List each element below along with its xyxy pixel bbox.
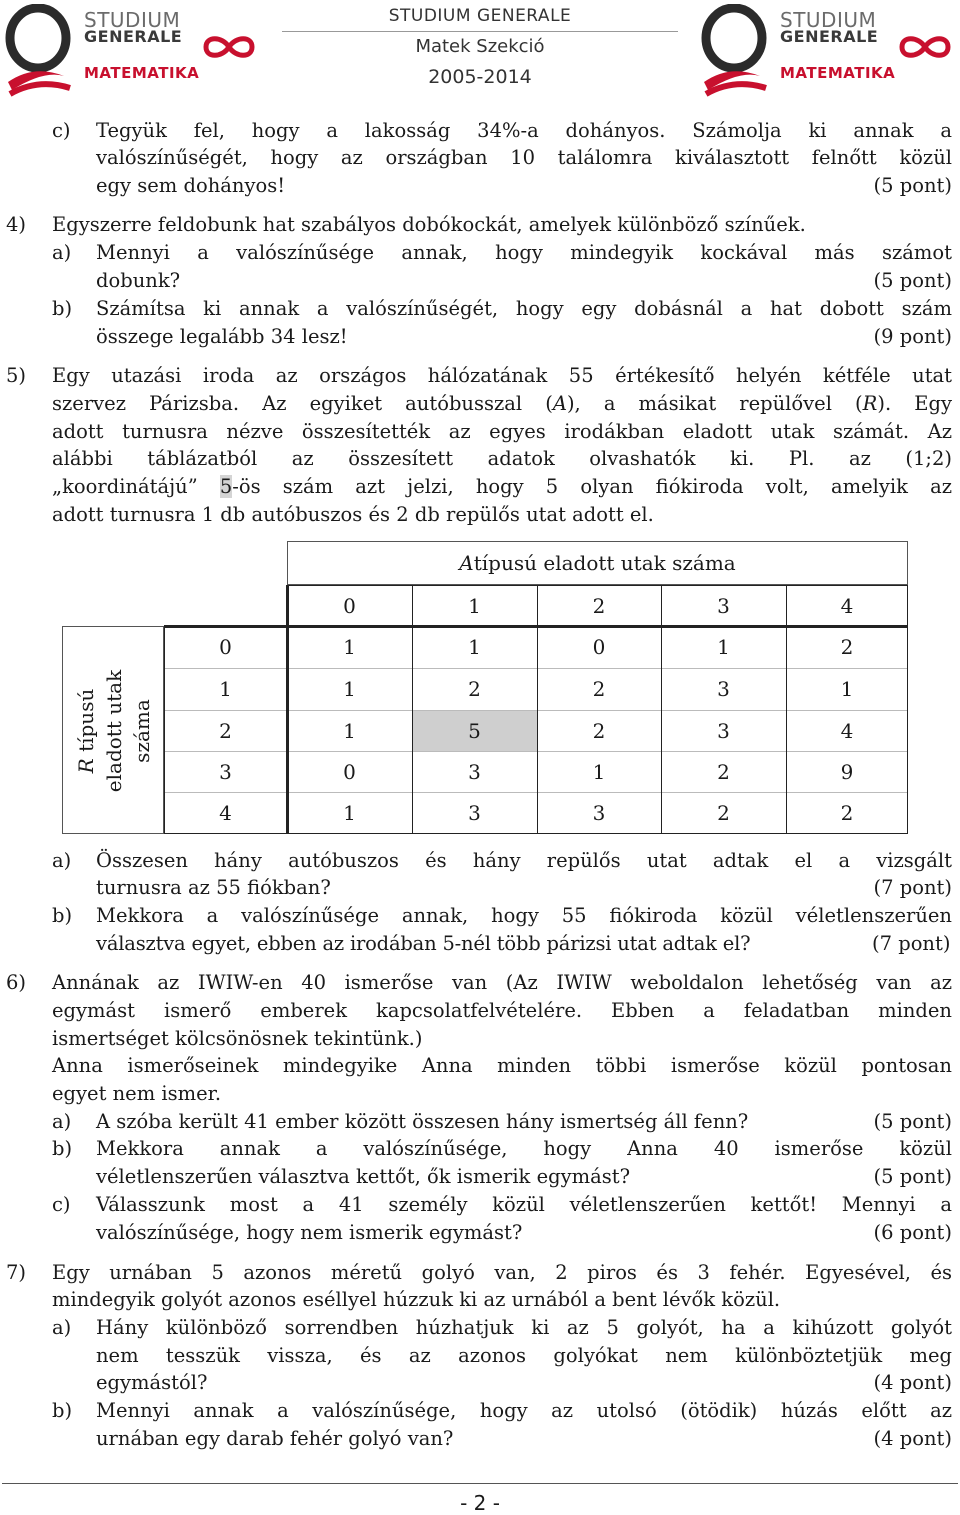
grid-line [164,668,908,669]
table-cell: 3 [468,759,481,784]
text-line: alábbi táblázatból az összesített adatok olvashatók ki. Pl. az (1;2) [52,447,952,470]
points: (4 pont) [873,1427,952,1450]
text-line: ismertséget kölcsönösnek tekintünk.) [52,1027,423,1050]
col-value-header: 3 [717,593,730,618]
problem-number: 6) [6,971,27,994]
table-cell: 9 [840,759,854,784]
logo-text-matematika: MATEMATIKA [780,64,896,82]
text-line: dobunk? [96,269,181,292]
points: (5 pont) [873,1110,952,1133]
text-line: valószínűségét, hogy az országban 10 találomra kiválasztott felnőtt közül [96,146,952,169]
page-number: - 2 - [460,1491,500,1515]
item-label: a) [52,241,72,264]
logo-right [696,2,956,98]
text-line: Válasszunk most a 41 személy közül véletlenszerűen kettőt! Mennyi a [96,1193,952,1216]
grid-line [287,585,908,586]
logo-text-generale: GENERALE [780,27,879,46]
col-value-header: 1 [468,593,481,618]
footer-rule [2,1483,958,1484]
table-cell: 3 [717,718,730,743]
studium-generale-logo-icon [700,4,778,98]
problem-number: 4) [6,213,27,236]
text-line: Annának az IWIW-en 40 ismerőse van (Az IWIW weboldalon lehetőség van az [52,971,952,994]
table-cell: 5 [412,710,537,751]
table-cell: 3 [468,801,481,825]
text-line: Egyszerre feldobunk hat szabályos dobókockát, amelyek különböző színűek. [52,213,806,236]
text-line: Egy utazási iroda az országos hálózatának 55 értékesítő helyén kétféle utat [52,364,952,387]
header-subtitle: Matek Szekció [415,36,545,57]
table-cell: 4 [840,718,854,743]
item-label: b) [52,297,73,320]
item-label: b) [52,1137,73,1160]
table-cell: 2 [592,718,606,743]
text-line: turnusra az 55 fiókban? [96,876,331,899]
item-label: b) [52,904,73,927]
text-line: Mekkora annak a valószínűsége, hogy Anna 40 ismerőse közül [96,1137,952,1160]
grid-line [164,710,908,711]
points: (6 pont) [873,1221,952,1244]
table-cell: 1 [592,759,606,784]
header-rule [282,31,678,32]
item-label: c) [52,1193,71,1216]
grid-line [786,585,787,834]
text-line: Mekkora a valószínűsége annak, hogy 55 fiókiroda közül véletlenszerűen [96,904,952,927]
col-header: A típusú eladott utak száma [287,541,908,585]
table-cell: 3 [592,801,606,825]
table-cell: 2 [592,677,606,701]
table-cell: 1 [343,677,356,701]
grid-line [661,585,662,834]
points: (5 pont) [873,174,952,197]
problem-number: 5) [6,364,27,387]
text-line: urnában egy darab fehér golyó van? [96,1427,454,1450]
text-line: nem tesszük vissza, és az azonos golyókat nem különböztetjük meg [96,1344,952,1367]
grid-line [164,792,908,793]
logo-text-studium: STUDIUM [84,8,181,32]
logo-text-generale: GENERALE [84,27,183,46]
text-line: Mennyi a valószínűsége annak, hogy mindegyik kockával más számot [96,241,952,264]
text-line: Hány különböző sorrendben húzhatjuk ki az 5 golyót, ha a kihúzott golyót [96,1316,952,1339]
grid-line [907,585,908,834]
row-value-header: 4 [219,801,232,825]
points: (5 pont) [873,1165,952,1188]
text-line: véletlenszerűen választva kettőt, ők ismerik egymást? [96,1165,631,1188]
table-cell: 2 [717,759,730,784]
text-line: egymást ismerő emberek kapcsolatfelvételére. Ebben a feladatban minden [52,999,952,1022]
text-line: A szóba került 41 ember között összesen hány ismertség áll fenn? [96,1110,749,1133]
text-line: választva egyet, ebben az irodában 5-nél több párizsi utat adtak el? [96,932,751,955]
text-line: egyet nem ismer. [52,1082,222,1105]
grid-line [164,833,908,834]
grid-line [164,626,165,834]
text-line: adott turnusra 1 db autóbuszos és 2 db repülős utat adott el. [52,503,654,526]
item-label: a) [52,1316,72,1339]
row-value-header: 1 [219,677,232,701]
table-cell: 1 [343,801,356,825]
grid-line [164,751,908,752]
logo-text-studium: STUDIUM [780,8,877,32]
infinity-icon [896,32,954,62]
text-line: egy sem dohányos! [96,174,286,197]
points: (9 pont) [873,325,952,348]
highlighted-five: 5 [219,475,233,498]
item-label: a) [52,849,72,872]
grid-line-thick [286,585,289,834]
header-title: STUDIUM GENERALE [388,6,572,26]
text-line: szervez Párizsba. Az egyiket autóbusszal (A), a másikat repülővel (R). Egy [52,392,952,415]
text-line: adott turnusra nézve összesítették az egyes irodákban eladott utak számát. Az [52,420,952,443]
text-line: összege legalább 34 lesz! [96,325,348,348]
table-cell: 1 [717,635,730,659]
table-cell: 2 [717,801,730,825]
col-value-header: 4 [840,593,854,618]
points: (7 pont) [873,876,952,899]
header-years: 2005-2014 [428,66,532,88]
col-value-header: 0 [343,593,356,618]
col-value-header: 2 [592,593,606,618]
row-value-header: 3 [219,759,232,784]
text-line: Egy urnában 5 azonos méretű golyó van, 2 piros és 3 fehér. Egyesével, és [52,1261,952,1284]
text-line: Mennyi annak a valószínűsége, hogy az utolsó (ötödik) húzás előtt az [96,1399,952,1422]
row-value-header: 0 [219,635,232,659]
table-cell: 0 [592,635,606,659]
points: (4 pont) [873,1371,952,1394]
text-line: Tegyük fel, hogy a lakosság 34%-a dohányos. Számolja ki annak a [96,119,952,142]
grid-line [537,585,538,834]
infinity-icon [200,32,258,62]
table-cell: 2 [468,677,481,701]
table-cell: 0 [343,759,356,784]
points: (7 pont) [872,932,951,955]
points: (5 pont) [873,269,952,292]
studium-generale-logo-icon [4,4,82,98]
table-cell: 2 [840,635,854,659]
text-line: Számítsa ki annak a valószínűségét, hogy egy dobásnál a hat dobott szám [96,297,952,320]
logo-left [0,2,260,98]
table-cell: 2 [840,801,854,825]
text-line: Összesen hány autóbuszos és hány repülős utat adtak el a vizsgált [96,849,952,872]
table-cell: 1 [468,635,481,659]
row-header: R típusú eladott utak száma [62,626,164,834]
item-label: c) [52,119,71,142]
table-cell: 1 [343,635,356,659]
text-line: „koordinátájú” 5-ös szám azt jelzi, hogy 5 olyan fiókiroda volt, amelyik az [52,475,952,498]
table-cell: 1 [343,718,356,743]
grid-line [412,585,413,834]
problem-number: 7) [6,1261,27,1284]
grid-line-thick [164,625,908,628]
text-line: mindegyik golyót azonos eséllyel húzzuk ki az urnából a bent lévők közül. [52,1288,781,1311]
item-label: b) [52,1399,73,1422]
row-value-header: 2 [219,718,232,743]
text-line: egymástól? [96,1371,208,1394]
table-cell: 1 [840,677,854,701]
logo-text-matematika: MATEMATIKA [84,64,200,82]
text-line: Anna ismerőseinek mindegyike Anna minden többi ismerőse közül pontosan [52,1054,952,1077]
text-line: valószínűsége, hogy nem ismerik egymást? [96,1221,523,1244]
item-label: a) [52,1110,72,1133]
table-cell: 3 [717,677,730,701]
